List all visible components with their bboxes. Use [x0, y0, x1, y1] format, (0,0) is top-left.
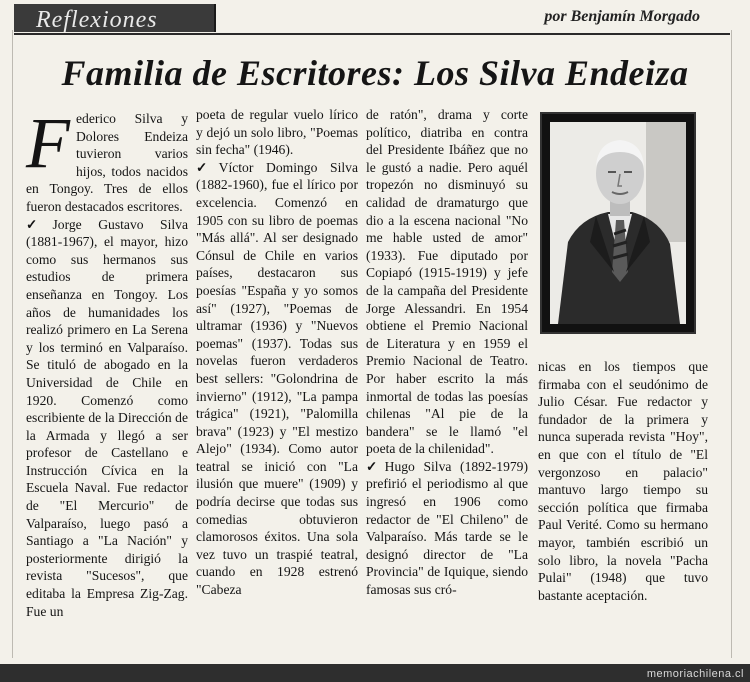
watermark: memoriachilena.cl [646, 668, 744, 680]
portrait-image [550, 122, 686, 324]
portrait-illustration [550, 122, 686, 324]
check-mark-icon: ✓ [366, 458, 383, 474]
drop-cap: F [26, 103, 70, 183]
section-title: Reflexiones [36, 7, 158, 33]
page-header [0, 0, 750, 40]
portrait-photo [540, 112, 696, 334]
column-1 [26, 103, 189, 620]
paragraph: de ratón", drama y corte político, diatriba en contra del Presidente Ibáñez que no le gustó a nadie. Pero aquél tropezón no disminuyó su calidad de dramaturgo que dio a la escena nacional "No me hable usted de amor" (1933). Fue diputado por Copiapó (1915-1919) y jefe de la campaña del Presidente Jorge Alessandri. En 1954 obtiene el Premio Nacional de Literatura y en 1959 el Premio Nacional de Teatro. Por haber escrito la más inmortal de todas las poesías chilenas "Al pie de la bandera" se le llamó "el poeta de la chilenidad". [366, 107, 528, 457]
column-2 [196, 106, 358, 599]
header-rule [14, 33, 730, 35]
paragraph: nicas en los tiempos que firmaba con el seudónimo de Julio César. Fue redactor y fundador de la primera y nunca superada revista "Hoy", en que con el título de "El vergonzoso en palacio" mantuvo largo tiempo su sección política que firmaba Paul Verité. Como su hermano mayor, también escribió un solo libro, la novela "Pacha Pulai" (1948) que tuvo bastante aceptación. [538, 359, 708, 603]
paragraph-text: Hugo Silva (1892-1979) prefirió el periodismo al que ingresó en 1906 como redactor de "El Chileno" de Valparaíso. Más tarde se le designó director de "La Provincia" de Iquique, siendo famosas sus cró- [366, 458, 528, 598]
paragraph [196, 159, 358, 599]
byline: por Benjamín Morgado [544, 8, 700, 25]
check-mark-icon: ✓ [26, 216, 51, 232]
lead-text: ederico Silva y Dolores Endeiza tuvieron varios hijos, todos nacidos en Tongoy. Tres de ellos fueron destacados escritores. [26, 111, 188, 214]
paragraph [26, 103, 188, 216]
paragraph [366, 458, 528, 599]
paragraph [26, 216, 188, 621]
footer-band [0, 664, 750, 682]
paragraph-text: Víctor Domingo Silva (1882-1960), fue el lírico por excelencia. Comenzó en 1905 con su libro de poemas "Más allá". Al ser designado Cónsul de Chile en varios países, destacaron sus poesías "España y yo somos así" (1927), "Poemas de ultramar (1936) y "Nuevos poemas" (1937). Todas sus novelas fueron verdaderos best sellers: "Golondrina de invierno" (1912), "La pampa trágica" (1921), "Palomilla brava" (1923) y "El mestizo Alejo" (1934). Como autor teatral se inició con "La ilusión que muere" (1909) y podría decirse que todas sus comedias obtuvieron clamorosos éxitos. Una sola vez tuvo un traspié teatral, cuando en 1928 estrenó "Cabeza [196, 159, 359, 598]
check-mark-icon: ✓ [196, 159, 217, 175]
article-headline: Familia de Escritores: Los Silva Endeiza [61, 53, 689, 93]
column-3 [366, 106, 528, 599]
paragraph: poeta de regular vuelo lírico y dejó un solo libro, "Poemas sin fecha" (1946). [196, 107, 358, 158]
column-4 [538, 358, 708, 604]
section-tab [14, 4, 216, 32]
paragraph-text: Jorge Gustavo Silva (1881-1967), el mayor, hizo como sus hermanos sus estudios de primera enseñanza en Tongoy. Los años de humanidades los realizó primero en La Serena y los terminó en Valparaíso. Se tituló de abogado en la Universidad de Chile en 1920. Comenzó como escribiente de la Dirección de la Armada y llegó a ser profesor de Castellano e Instrucción Cívica en la Escuela Naval. Fue redactor de "El Mercurio" de Valparaíso, luego pasó a Santiago a "La Nación" y posteriormente dirigió la revista "Sucesos", que editaba la Empresa Zig-Zag. Fue un [26, 216, 189, 619]
